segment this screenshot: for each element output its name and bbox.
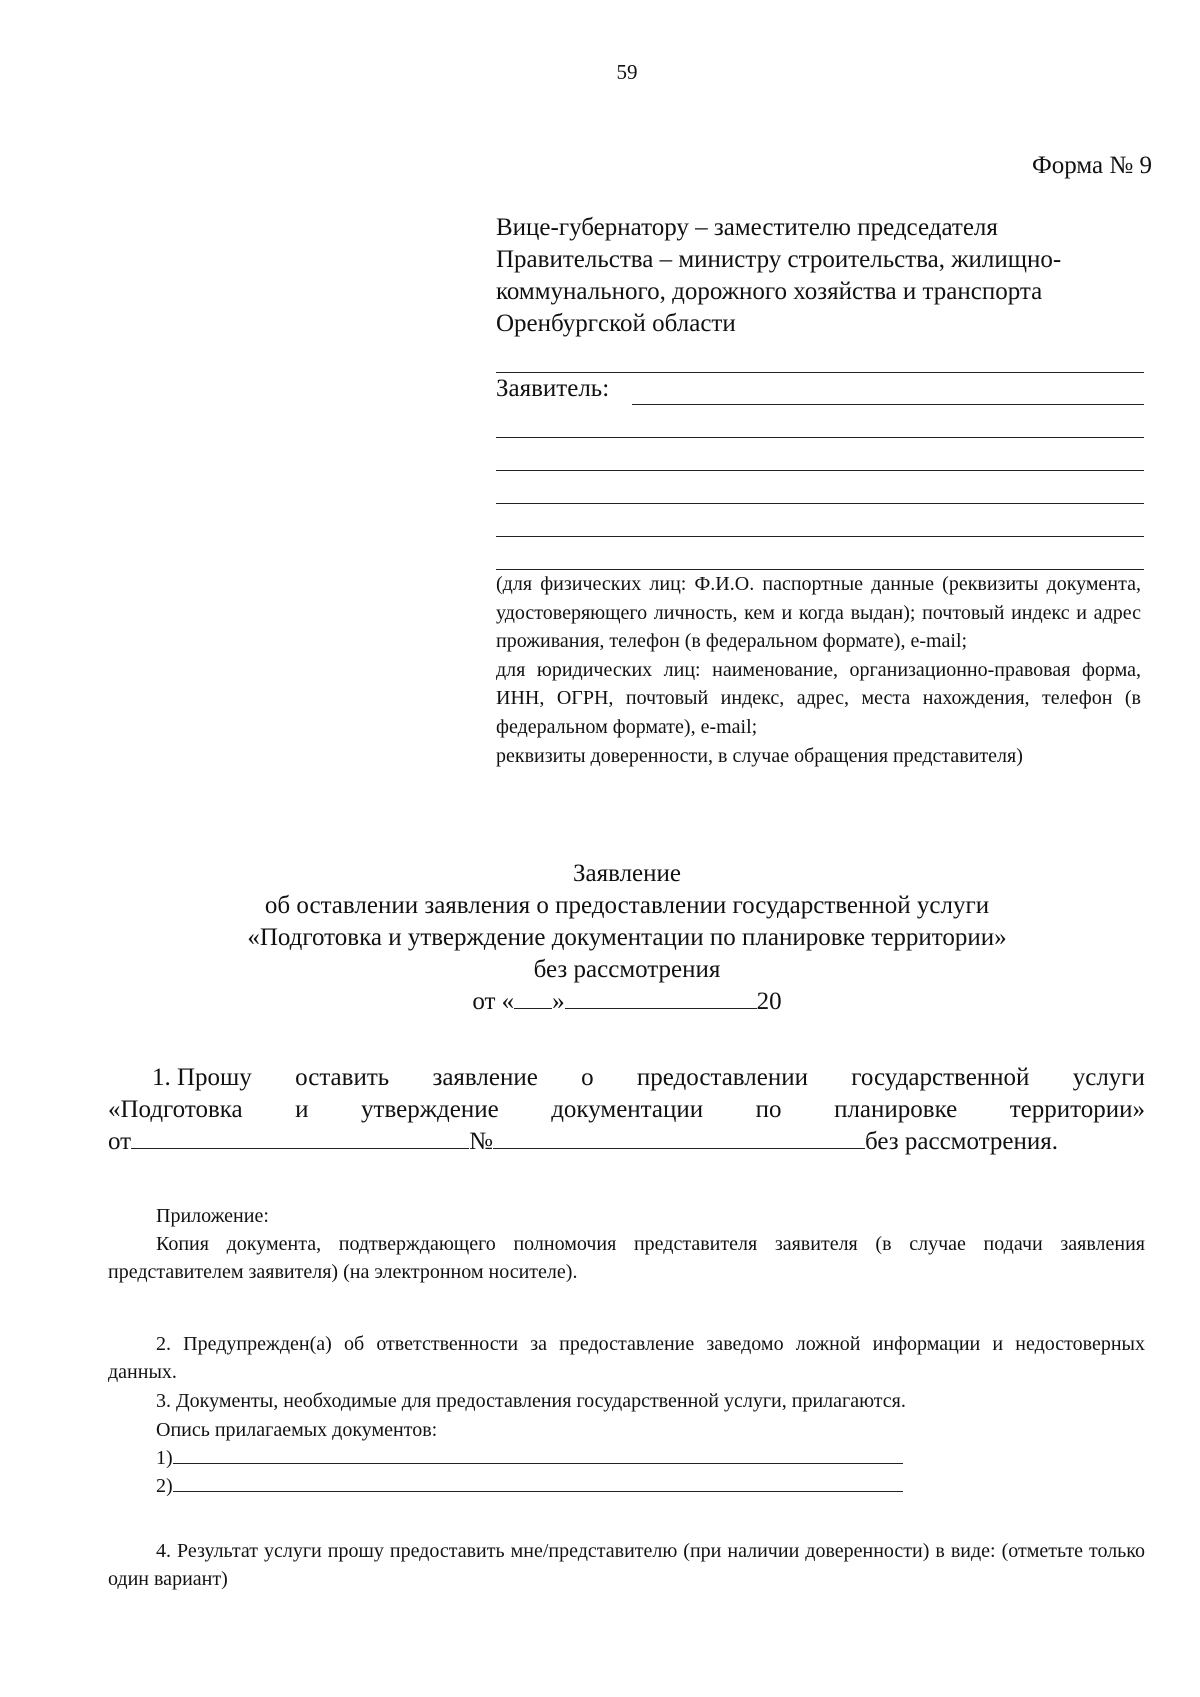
word: государственной — [851, 1064, 1030, 1091]
paragraph-1 — [108, 1062, 1145, 1158]
paragraph-1-line — [108, 1094, 1145, 1126]
application-date-field[interactable] — [131, 1126, 469, 1149]
number-label: № — [469, 1128, 493, 1155]
word: территории» — [1009, 1096, 1145, 1123]
inventory-label: Опись прилагаемых документов: — [156, 1419, 438, 1441]
word: утверждение — [361, 1096, 499, 1123]
item-4: 4. Результат услуги прошу предоставить мне/представителю (при наличии доверенности) в виде: (отметьте только один вариант) — [108, 1540, 1145, 1590]
addressee-block — [496, 212, 1161, 340]
date-day-field[interactable] — [514, 986, 552, 1009]
addressee-line: коммунального, дорожного хозяйства и транспорта — [496, 278, 1043, 305]
date-month-field[interactable] — [565, 986, 757, 1009]
applicant-field-line[interactable] — [496, 536, 1144, 537]
paragraph-1-line — [108, 1062, 1145, 1094]
title-line: об оставлении заявления о предоставлении государственной услуги — [264, 892, 990, 919]
inventory-item-number: 2) — [156, 1475, 173, 1497]
applicant-note — [496, 570, 1141, 770]
from-label: от — [108, 1128, 132, 1155]
addressee-line: Вице-губернатору – заместителю председателя — [496, 214, 998, 241]
attachment-section — [108, 1202, 1145, 1286]
addressee-blank-line[interactable] — [496, 372, 1144, 373]
title-line: «Подготовка и утверждение документации по планировке территории» — [247, 924, 1007, 951]
applicant-field-line[interactable] — [496, 437, 1144, 438]
word: и — [295, 1096, 309, 1123]
applicant-field-line[interactable] — [496, 470, 1144, 471]
application-number-field[interactable] — [493, 1126, 865, 1149]
applicant-field-line[interactable] — [632, 404, 1144, 405]
applicant-field-line[interactable] — [496, 503, 1144, 504]
note-individuals: (для физических лиц: Ф.И.О. паспортные данные (реквизиты документа, удостоверяющего личность, кем и когда выдан); почтовый индекс и адрес проживания, телефон (в федеральном формате), e-mail; — [496, 573, 1141, 653]
inventory-item — [156, 1444, 1145, 1472]
word: «Подготовка — [108, 1096, 243, 1123]
attachment-text: Копия документа, подтверждающего полномочия представителя заявителя (в случае подачи заявления представителем заявителя) (на электронном носителе). — [108, 1233, 1145, 1283]
inventory-item-field[interactable] — [173, 1445, 903, 1464]
paragraph-1-line — [108, 1126, 1145, 1158]
title-line: без рассмотрения — [533, 956, 721, 983]
title-heading: Заявление — [572, 860, 682, 887]
form-number: Форма № 9 — [1032, 152, 1152, 179]
document-title — [0, 858, 1200, 1018]
word: планировке — [834, 1096, 958, 1123]
word: оставить — [295, 1064, 390, 1091]
note-power-of-attorney: реквизиты доверенности, в случае обращения представителя) — [496, 744, 1023, 767]
inventory-item-number: 1) — [156, 1447, 173, 1469]
inventory-item-field[interactable] — [173, 1473, 903, 1492]
word: заявление — [432, 1064, 538, 1091]
inventory-section — [108, 1416, 1145, 1500]
applicant-label: Заявитель: — [496, 375, 610, 402]
addressee-line: Оренбургской области — [496, 310, 736, 337]
addressee-line: Правительства – министру строительства, жилищно- — [496, 246, 1062, 273]
item-2: 2. Предупрежден(а) об ответственности за предоставление заведомо ложной информации и недостоверных данных. — [108, 1333, 1145, 1383]
inventory-item — [156, 1472, 1145, 1500]
date-year: 20 — [756, 988, 782, 1015]
date-prefix: от « — [472, 988, 515, 1015]
word: 1. Прошу — [152, 1064, 252, 1091]
word: о — [581, 1064, 594, 1091]
item-3: 3. Документы, необходимые для предоставления государственной услуги, прилагаются. — [156, 1390, 906, 1412]
word: услуги — [1072, 1064, 1145, 1091]
title-date — [0, 986, 1200, 1018]
page-number: 59 — [616, 60, 638, 84]
word: по — [755, 1096, 782, 1123]
date-mid: » — [552, 988, 565, 1015]
ending-text: без рассмотрения. — [864, 1128, 1058, 1155]
attachment-label: Приложение: — [156, 1205, 269, 1227]
note-legal-entities: для юридических лиц: наименование, организационно-правовая форма, ИНН, ОГРН, почтовый индекс, адрес, места нахождения, телефон (в федеральном формате), e-mail; — [496, 658, 1141, 738]
word: предоставлении — [636, 1064, 808, 1091]
word: документации — [551, 1096, 704, 1123]
